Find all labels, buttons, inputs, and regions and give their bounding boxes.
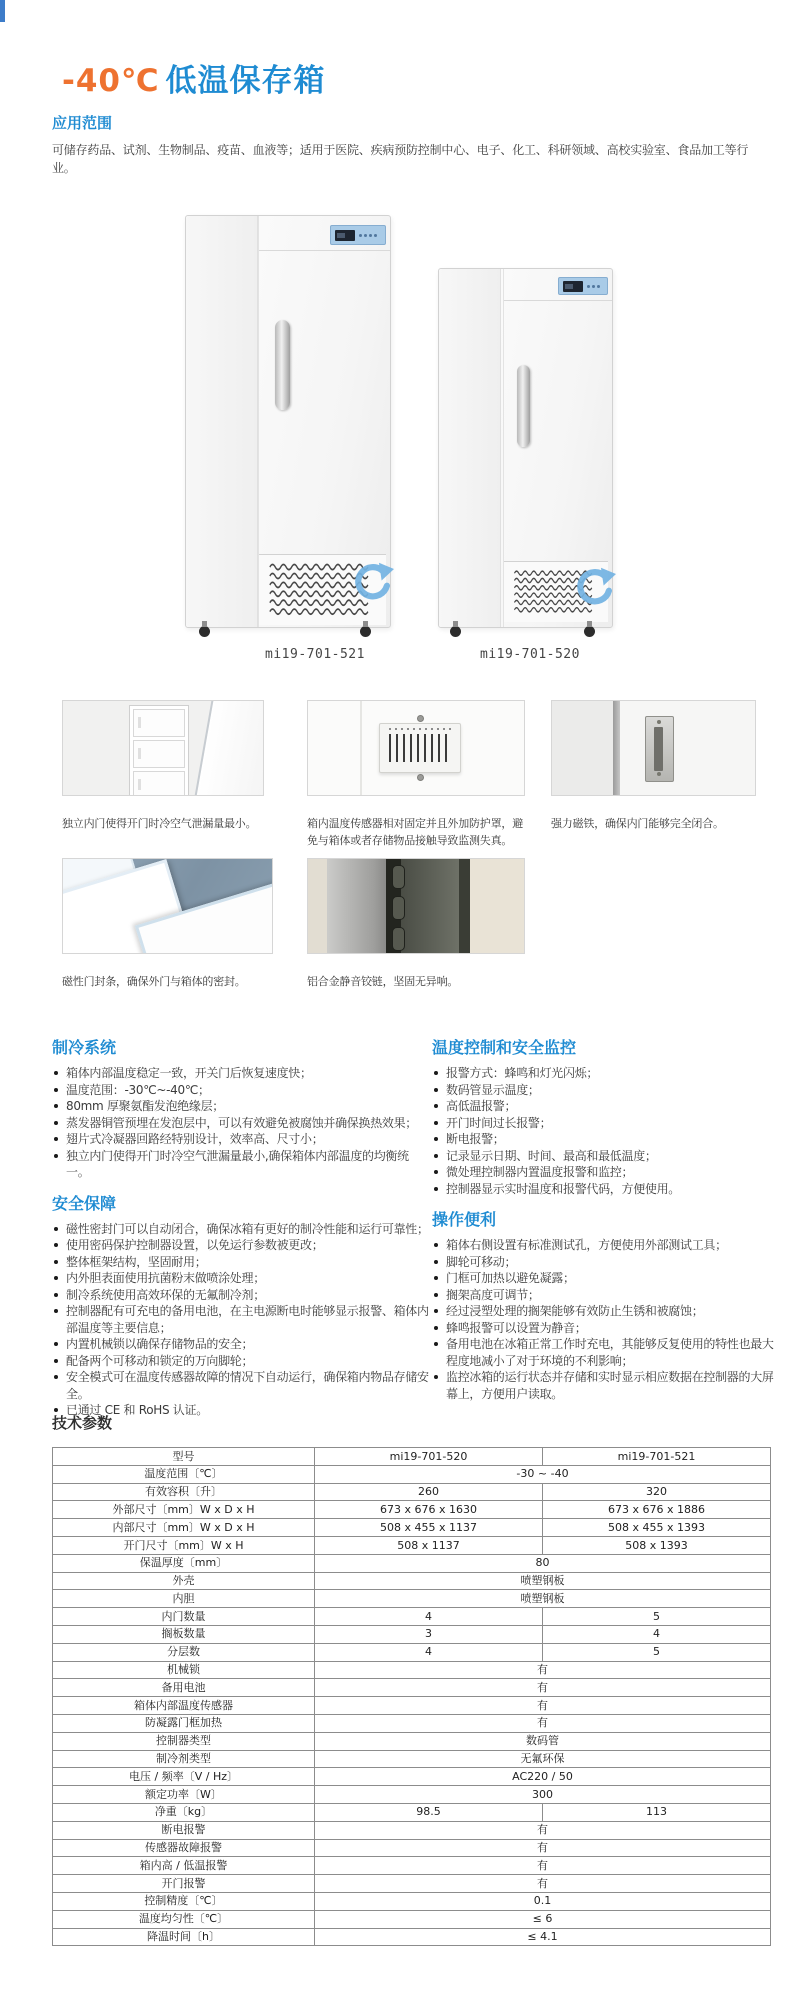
spec-label: 电压 / 频率〔V / Hz〕 xyxy=(53,1768,315,1786)
feature-item: 备用电池在冰箱正常工作时充电，其能够反复使用的特性也最大程度地减小了对于环境的不利影响； xyxy=(432,1336,784,1369)
spec-row xyxy=(53,1750,771,1768)
spec-row xyxy=(53,1448,771,1466)
spec-row xyxy=(53,1732,771,1750)
card-caption: 铝合金静音铰链，坚固无异响。 xyxy=(307,975,459,988)
spec-row xyxy=(53,1572,771,1590)
spec-value: 有 xyxy=(315,1661,771,1679)
control-panel xyxy=(558,277,608,295)
freezer-side-panel xyxy=(439,269,501,627)
feature-item: 配备两个可移动和锁定的万向脚轮； xyxy=(52,1353,430,1370)
feature-list xyxy=(52,1065,430,1181)
spec-row xyxy=(53,1928,771,1946)
spec-label: 额定功率〔W〕 xyxy=(53,1786,315,1804)
spec-value: 3 xyxy=(315,1625,543,1643)
spec-row xyxy=(53,1554,771,1572)
door-seam xyxy=(504,300,612,301)
spec-value: 300 xyxy=(315,1786,771,1804)
section-heading: 安全保障 xyxy=(52,1193,117,1213)
spec-value: mi19-701-521 xyxy=(543,1448,771,1466)
spec-row xyxy=(53,1590,771,1608)
spec-row xyxy=(53,1465,771,1483)
feature-item: 翅片式冷凝器回路经特别设计，效率高、尺寸小； xyxy=(52,1131,430,1148)
specs-table-body xyxy=(53,1448,771,1946)
card-inner-doors-photo xyxy=(62,700,264,796)
spec-value: 有 xyxy=(315,1839,771,1857)
spec-label: 型号 xyxy=(53,1448,315,1466)
section-heading: 制冷系统 xyxy=(52,1038,117,1057)
magnet-illustration xyxy=(645,716,674,782)
spec-row xyxy=(53,1679,771,1697)
card-caption: 箱内温度传感器相对固定并且外加防护罩，避免与箱体或者存储物品接触导致监测失真。 xyxy=(307,817,523,847)
control-display xyxy=(335,230,355,241)
feature-item: 记录显示日期、时间、最高和最低温度； xyxy=(432,1148,784,1165)
corner-accent xyxy=(0,0,5,22)
feature-item: 经过浸塑处理的搁架能够有效防止生锈和被腐蚀； xyxy=(432,1303,784,1320)
door-handle xyxy=(517,365,530,447)
feature-list xyxy=(432,1237,784,1402)
spec-value: 260 xyxy=(315,1483,543,1501)
spec-row xyxy=(53,1786,771,1804)
spec-row xyxy=(53,1608,771,1626)
spec-row xyxy=(53,1625,771,1643)
spec-label: 内胆 xyxy=(53,1590,315,1608)
compressor-section xyxy=(259,554,386,625)
feature-item: 断电报警； xyxy=(432,1131,784,1148)
spec-value: 0.1 xyxy=(315,1892,771,1910)
feature-item: 数码管显示温度； xyxy=(432,1082,784,1099)
spec-value: ≤ 6 xyxy=(315,1910,771,1928)
spec-row xyxy=(53,1821,771,1839)
airflow-arrow-icon xyxy=(570,566,616,612)
hinge-illustration xyxy=(392,865,405,889)
feature-item: 微处理控制器内置温度报警和监控； xyxy=(432,1164,784,1181)
door-handle xyxy=(275,320,290,410)
spec-value: 320 xyxy=(543,1483,771,1501)
caster-wheel xyxy=(450,626,461,637)
spec-value: 4 xyxy=(315,1643,543,1661)
spec-value: 508 x 1393 xyxy=(543,1536,771,1554)
spec-label: 分层数 xyxy=(53,1643,315,1661)
feature-item: 箱体右侧设置有标准测试孔，方便使用外部测试工具； xyxy=(432,1237,784,1254)
feature-item: 80mm 厚聚氨酯发泡绝缘层； xyxy=(52,1098,430,1115)
spec-row xyxy=(53,1768,771,1786)
spec-value: 无氟环保 xyxy=(315,1750,771,1768)
spec-row xyxy=(53,1892,771,1910)
feature-list xyxy=(432,1065,784,1197)
page-title xyxy=(62,55,326,100)
card-caption: 独立内门使得开门时冷空气泄漏量最小。 xyxy=(62,817,257,830)
spec-row xyxy=(53,1519,771,1537)
spec-value: 数码管 xyxy=(315,1732,771,1750)
spec-row xyxy=(53,1501,771,1519)
caster-wheel xyxy=(199,626,210,637)
compressor-section xyxy=(504,561,608,622)
airflow-arrow-icon xyxy=(348,561,394,607)
spec-label: 断电报警 xyxy=(53,1821,315,1839)
spec-value: mi19-701-520 xyxy=(315,1448,543,1466)
spec-label: 传感器故障报警 xyxy=(53,1839,315,1857)
feature-item: 制冷系统使用高效环保的无氟制冷剂； xyxy=(52,1287,430,1304)
spec-label: 保温厚度〔mm〕 xyxy=(53,1554,315,1572)
product-image-521 xyxy=(185,215,391,628)
freezer-cabinet xyxy=(185,215,391,628)
spec-label: 有效容积〔升〕 xyxy=(53,1483,315,1501)
spec-label: 外部尺寸〔mm〕W x D x H xyxy=(53,1501,315,1519)
product-image-520 xyxy=(438,268,613,628)
spec-label: 防凝露门框加热 xyxy=(53,1714,315,1732)
title-product-name: 低温保存箱 xyxy=(165,62,326,99)
feature-item: 内置机械锁以确保存储物品的安全； xyxy=(52,1336,430,1353)
feature-item: 使用密码保护控制器设置，以免运行参数被更改； xyxy=(52,1237,430,1254)
spec-label: 温度范围〔℃〕 xyxy=(53,1465,315,1483)
feature-item: 报警方式：蜂鸣和灯光闪烁； xyxy=(432,1065,784,1082)
spec-row xyxy=(53,1714,771,1732)
application-heading: 应用范围 xyxy=(52,114,113,133)
product-label-521: mi19-701-521 xyxy=(265,647,365,662)
spec-row xyxy=(53,1803,771,1821)
spec-label: 开门尺寸〔mm〕W x H xyxy=(53,1536,315,1554)
spec-label: 外壳 xyxy=(53,1572,315,1590)
feature-item: 门框可加热以避免凝露； xyxy=(432,1270,784,1287)
spec-label: 降温时间〔h〕 xyxy=(53,1928,315,1946)
spec-label: 温度均匀性〔℃〕 xyxy=(53,1910,315,1928)
feature-item: 磁性密封门可以自动闭合，确保冰箱有更好的制冷性能和运行可靠性； xyxy=(52,1221,430,1238)
spec-value: 有 xyxy=(315,1821,771,1839)
spec-row xyxy=(53,1875,771,1893)
spec-label: 控制器类型 xyxy=(53,1732,315,1750)
feature-item: 开门时间过长报警； xyxy=(432,1115,784,1132)
spec-value: 508 x 455 x 1393 xyxy=(543,1519,771,1537)
feature-column-left xyxy=(52,1035,430,1429)
card-magnet-photo xyxy=(551,700,756,796)
spec-label: 箱体内部温度传感器 xyxy=(53,1697,315,1715)
feature-item: 脚轮可移动； xyxy=(432,1254,784,1271)
feature-item: 蜂鸣报警可以设置为静音； xyxy=(432,1320,784,1337)
spec-label: 备用电池 xyxy=(53,1679,315,1697)
card-hinge-photo xyxy=(307,858,525,954)
spec-value: 有 xyxy=(315,1857,771,1875)
card-caption: 强力磁铁，确保内门能够完全闭合。 xyxy=(551,817,724,830)
spec-value: 5 xyxy=(543,1608,771,1626)
spec-label: 内部尺寸〔mm〕W x D x H xyxy=(53,1519,315,1537)
feature-item: 搁架高度可调节； xyxy=(432,1287,784,1304)
spec-row xyxy=(53,1536,771,1554)
spec-value: 673 x 676 x 1630 xyxy=(315,1501,543,1519)
spec-row xyxy=(53,1661,771,1679)
feature-item: 高低温报警； xyxy=(432,1098,784,1115)
spec-label: 搁板数量 xyxy=(53,1625,315,1643)
spec-value: 80 xyxy=(315,1554,771,1572)
spec-label: 净重〔kg〕 xyxy=(53,1803,315,1821)
specs-heading: 技术参数 xyxy=(52,1414,113,1433)
feature-column-right xyxy=(432,1035,784,1412)
spec-value: 喷塑钢板 xyxy=(315,1572,771,1590)
card-caption: 磁性门封条，确保外门与箱体的密封。 xyxy=(62,975,246,988)
card-door-seal-photo xyxy=(62,858,273,954)
control-buttons xyxy=(359,234,377,237)
inner-doors-illustration xyxy=(129,705,189,796)
feature-list xyxy=(52,1221,430,1419)
freezer-side-panel xyxy=(186,216,258,627)
spec-value: ≤ 4.1 xyxy=(315,1928,771,1946)
section-convenience xyxy=(432,1207,784,1402)
spec-value: 113 xyxy=(543,1803,771,1821)
spec-label: 机械锁 xyxy=(53,1661,315,1679)
spec-value: 98.5 xyxy=(315,1803,543,1821)
feature-item: 已通过 CE 和 RoHS 认证。 xyxy=(52,1402,430,1419)
spec-value: 有 xyxy=(315,1714,771,1732)
spec-row xyxy=(53,1857,771,1875)
spec-label: 箱内高 / 低温报警 xyxy=(53,1857,315,1875)
spec-value: 5 xyxy=(543,1643,771,1661)
feature-item: 安全模式可在温度传感器故障的情况下自动运行，确保箱内物品存储安全。 xyxy=(52,1369,430,1402)
spec-value: 4 xyxy=(315,1608,543,1626)
spec-label: 控制精度〔℃〕 xyxy=(53,1892,315,1910)
control-display xyxy=(563,281,583,292)
feature-item: 内外胆表面使用抗菌粉末做喷涂处理； xyxy=(52,1270,430,1287)
control-buttons xyxy=(587,285,600,288)
spec-label: 内门数量 xyxy=(53,1608,315,1626)
application-text: 可储存药品、试剂、生物制品、疫苗、血液等；适用于医院、疾病预防控制中心、电子、化工、科研领域、高校实验室、食品加工等行业。 xyxy=(52,143,749,175)
spec-value: 喷塑钢板 xyxy=(315,1590,771,1608)
freezer-cabinet xyxy=(438,268,613,628)
spec-row xyxy=(53,1839,771,1857)
feature-item: 温度范围：-30℃~-40℃； xyxy=(52,1082,430,1099)
section-heading: 操作便利 xyxy=(432,1210,497,1229)
sensor-cover-illustration xyxy=(379,723,461,773)
feature-item: 独立内门使得开门时冷空气泄漏量最小,确保箱体内部温度的均衡统一。 xyxy=(52,1148,430,1181)
card-temp-sensor-photo xyxy=(307,700,525,796)
title-temperature: -40℃ xyxy=(62,62,160,99)
control-panel xyxy=(330,225,386,245)
spec-label: 制冷剂类型 xyxy=(53,1750,315,1768)
section-cooling-system xyxy=(52,1035,430,1181)
spec-row xyxy=(53,1910,771,1928)
spec-value: -30 ~ -40 xyxy=(315,1465,771,1483)
spec-value: 508 x 455 x 1137 xyxy=(315,1519,543,1537)
feature-item: 控制器显示实时温度和报警代码，方便使用。 xyxy=(432,1181,784,1198)
door-seam xyxy=(259,250,390,251)
feature-item: 蒸发器铜管预埋在发泡层中，可以有效避免被腐蚀并确保换热效果； xyxy=(52,1115,430,1132)
spec-row xyxy=(53,1697,771,1715)
spec-label: 开门报警 xyxy=(53,1875,315,1893)
feature-item: 箱体内部温度稳定一致，开关门后恢复速度快； xyxy=(52,1065,430,1082)
spec-value: 有 xyxy=(315,1679,771,1697)
feature-item: 整体框架结构，坚固耐用； xyxy=(52,1254,430,1271)
open-door-illustration xyxy=(193,700,264,796)
section-heading: 温度控制和安全监控 xyxy=(432,1038,577,1057)
spec-row xyxy=(53,1483,771,1501)
spec-value: 673 x 676 x 1886 xyxy=(543,1501,771,1519)
caster-wheel xyxy=(360,626,371,637)
spec-value: 4 xyxy=(543,1625,771,1643)
spec-value: 有 xyxy=(315,1875,771,1893)
feature-item: 监控冰箱的运行状态并存储和实时显示相应数据在控制器的大屏幕上，方便用户读取。 xyxy=(432,1369,784,1402)
product-label-520: mi19-701-520 xyxy=(480,647,580,662)
section-safety xyxy=(52,1191,430,1419)
spec-row xyxy=(53,1643,771,1661)
spec-value: 508 x 1137 xyxy=(315,1536,543,1554)
spec-value: AC220 / 50 xyxy=(315,1768,771,1786)
section-monitoring xyxy=(432,1035,784,1197)
feature-item: 控制器配有可充电的备用电池，在主电源断电时能够显示报警、箱体内部温度等主要信息； xyxy=(52,1303,430,1336)
specs-table xyxy=(52,1447,771,1946)
spec-value: 有 xyxy=(315,1697,771,1715)
caster-wheel xyxy=(584,626,595,637)
